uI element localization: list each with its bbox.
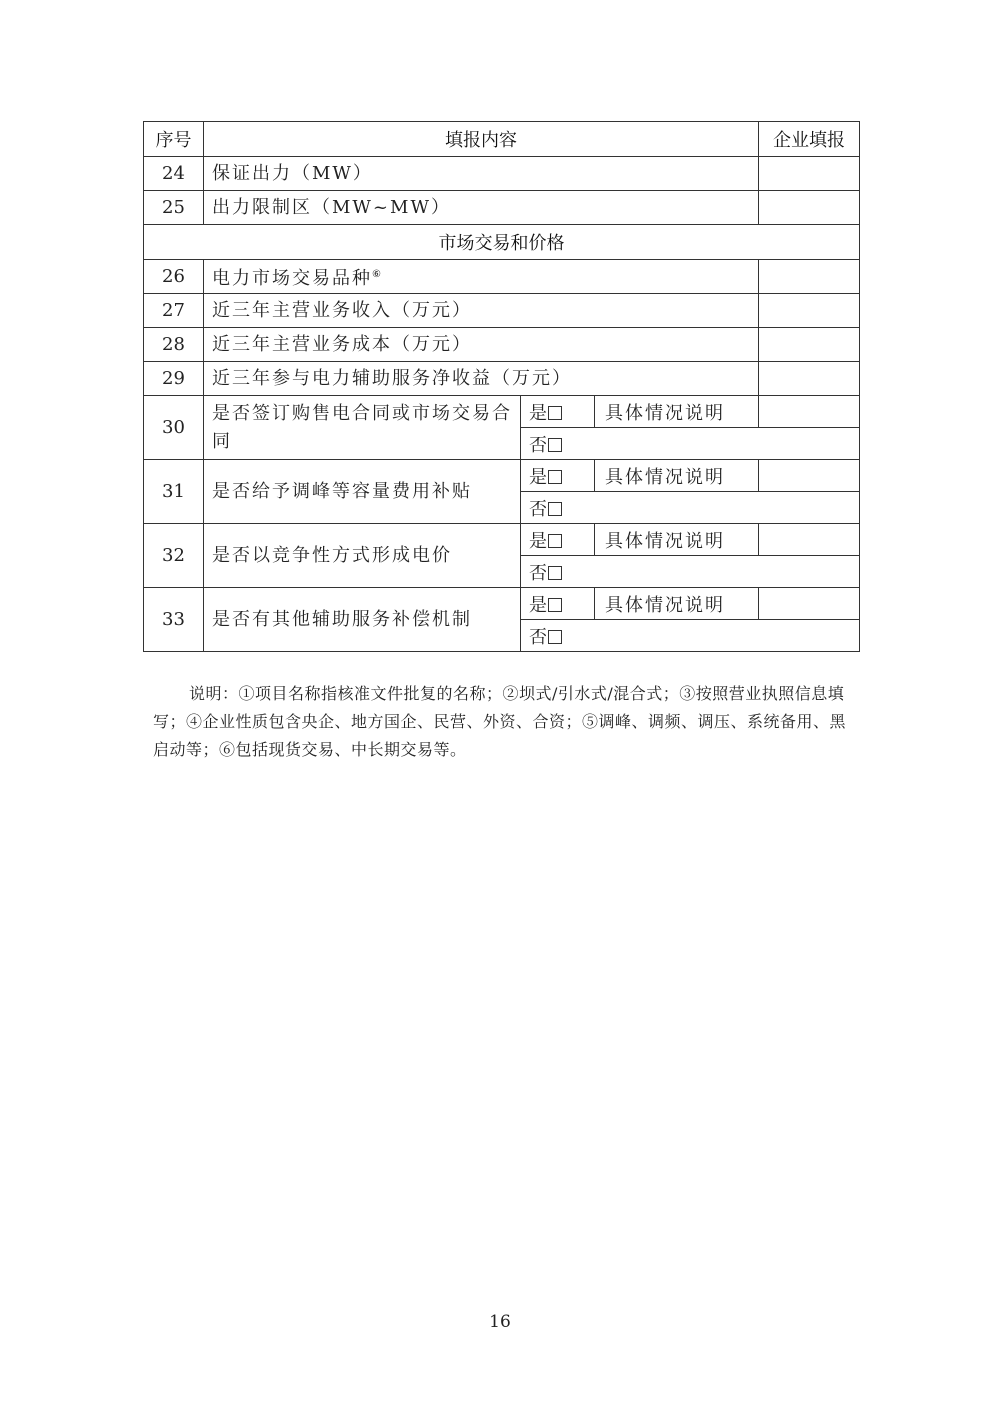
page-number: 16	[489, 1312, 511, 1332]
header-content: 填报内容	[204, 122, 759, 157]
detail-label: 具体情况说明	[595, 588, 759, 620]
row-number: 29	[144, 362, 204, 396]
row-content: 近三年参与电力辅助服务净收益（万元）	[204, 362, 759, 396]
detail-fill-cell[interactable]	[759, 396, 860, 428]
fill-cell[interactable]	[759, 260, 860, 294]
fill-cell[interactable]	[759, 191, 860, 225]
yes-label: 是	[529, 466, 547, 488]
table-row	[144, 294, 860, 328]
no-option[interactable]	[521, 492, 860, 524]
checkbox-icon[interactable]	[548, 566, 562, 580]
row-content	[204, 260, 759, 294]
detail-fill-cell[interactable]	[759, 460, 860, 492]
no-option[interactable]	[521, 620, 860, 652]
no-label: 否	[529, 498, 547, 520]
yes-option[interactable]	[521, 396, 595, 428]
table-row	[144, 460, 860, 492]
no-option[interactable]	[521, 556, 860, 588]
checkbox-icon[interactable]	[548, 470, 562, 484]
no-option[interactable]	[521, 428, 860, 460]
row-content-text: 电力市场交易品种	[212, 267, 372, 289]
detail-fill-cell[interactable]	[759, 588, 860, 620]
yes-option[interactable]	[521, 460, 595, 492]
table-row	[144, 157, 860, 191]
row-content: 是否以竞争性方式形成电价	[204, 524, 521, 588]
row-content: 是否有其他辅助服务补偿机制	[204, 588, 521, 652]
row-number: 32	[144, 524, 204, 588]
table-row	[144, 396, 860, 428]
fill-cell[interactable]	[759, 328, 860, 362]
detail-label: 具体情况说明	[595, 524, 759, 556]
header-seq: 序号	[144, 122, 204, 157]
row-content: 近三年主营业务成本（万元）	[204, 328, 759, 362]
no-label: 否	[529, 562, 547, 584]
row-number: 31	[144, 460, 204, 524]
checkbox-icon[interactable]	[548, 534, 562, 548]
table-row	[144, 191, 860, 225]
checkbox-icon[interactable]	[548, 438, 562, 452]
row-content: 是否签订购售电合同或市场交易合同	[204, 396, 521, 460]
report-form-table	[143, 121, 860, 652]
row-content: 是否给予调峰等容量费用补贴	[204, 460, 521, 524]
checkbox-icon[interactable]	[548, 406, 562, 420]
row-number: 28	[144, 328, 204, 362]
row-content: 近三年主营业务收入（万元）	[204, 294, 759, 328]
fill-cell[interactable]	[759, 157, 860, 191]
header-fill: 企业填报	[759, 122, 860, 157]
row-content: 出力限制区（MW~MW）	[204, 191, 759, 225]
table-row	[144, 362, 860, 396]
fill-cell[interactable]	[759, 294, 860, 328]
checkbox-icon[interactable]	[548, 598, 562, 612]
detail-label: 具体情况说明	[595, 460, 759, 492]
table-row	[144, 524, 860, 556]
row-number: 27	[144, 294, 204, 328]
detail-fill-cell[interactable]	[759, 524, 860, 556]
yes-option[interactable]	[521, 588, 595, 620]
table-row	[144, 260, 860, 294]
no-label: 否	[529, 434, 547, 456]
table-row	[144, 328, 860, 362]
yes-label: 是	[529, 402, 547, 424]
table-note: 说明：①项目名称指核准文件批复的名称；②坝式/引水式/混合式；③按照营业执照信息填写；④企业性质包含央企、地方国企、民营、外资、合资；⑤调峰、调频、调压、系统备用、黑启动等；⑥包括现货交易、中长期交易等。	[153, 684, 847, 759]
row-number: 30	[144, 396, 204, 460]
row-content: 保证出力（MW）	[204, 157, 759, 191]
yes-label: 是	[529, 530, 547, 552]
fill-cell[interactable]	[759, 362, 860, 396]
checkbox-icon[interactable]	[548, 502, 562, 516]
row-number: 33	[144, 588, 204, 652]
yes-option[interactable]	[521, 524, 595, 556]
table-row	[144, 588, 860, 620]
yes-label: 是	[529, 594, 547, 616]
checkbox-icon[interactable]	[548, 630, 562, 644]
no-label: 否	[529, 626, 547, 648]
row-number: 25	[144, 191, 204, 225]
detail-label: 具体情况说明	[595, 396, 759, 428]
row-number: 24	[144, 157, 204, 191]
section-title: 市场交易和价格	[144, 225, 860, 260]
row-number: 26	[144, 260, 204, 294]
footnote-marker: ⑥	[372, 268, 383, 280]
